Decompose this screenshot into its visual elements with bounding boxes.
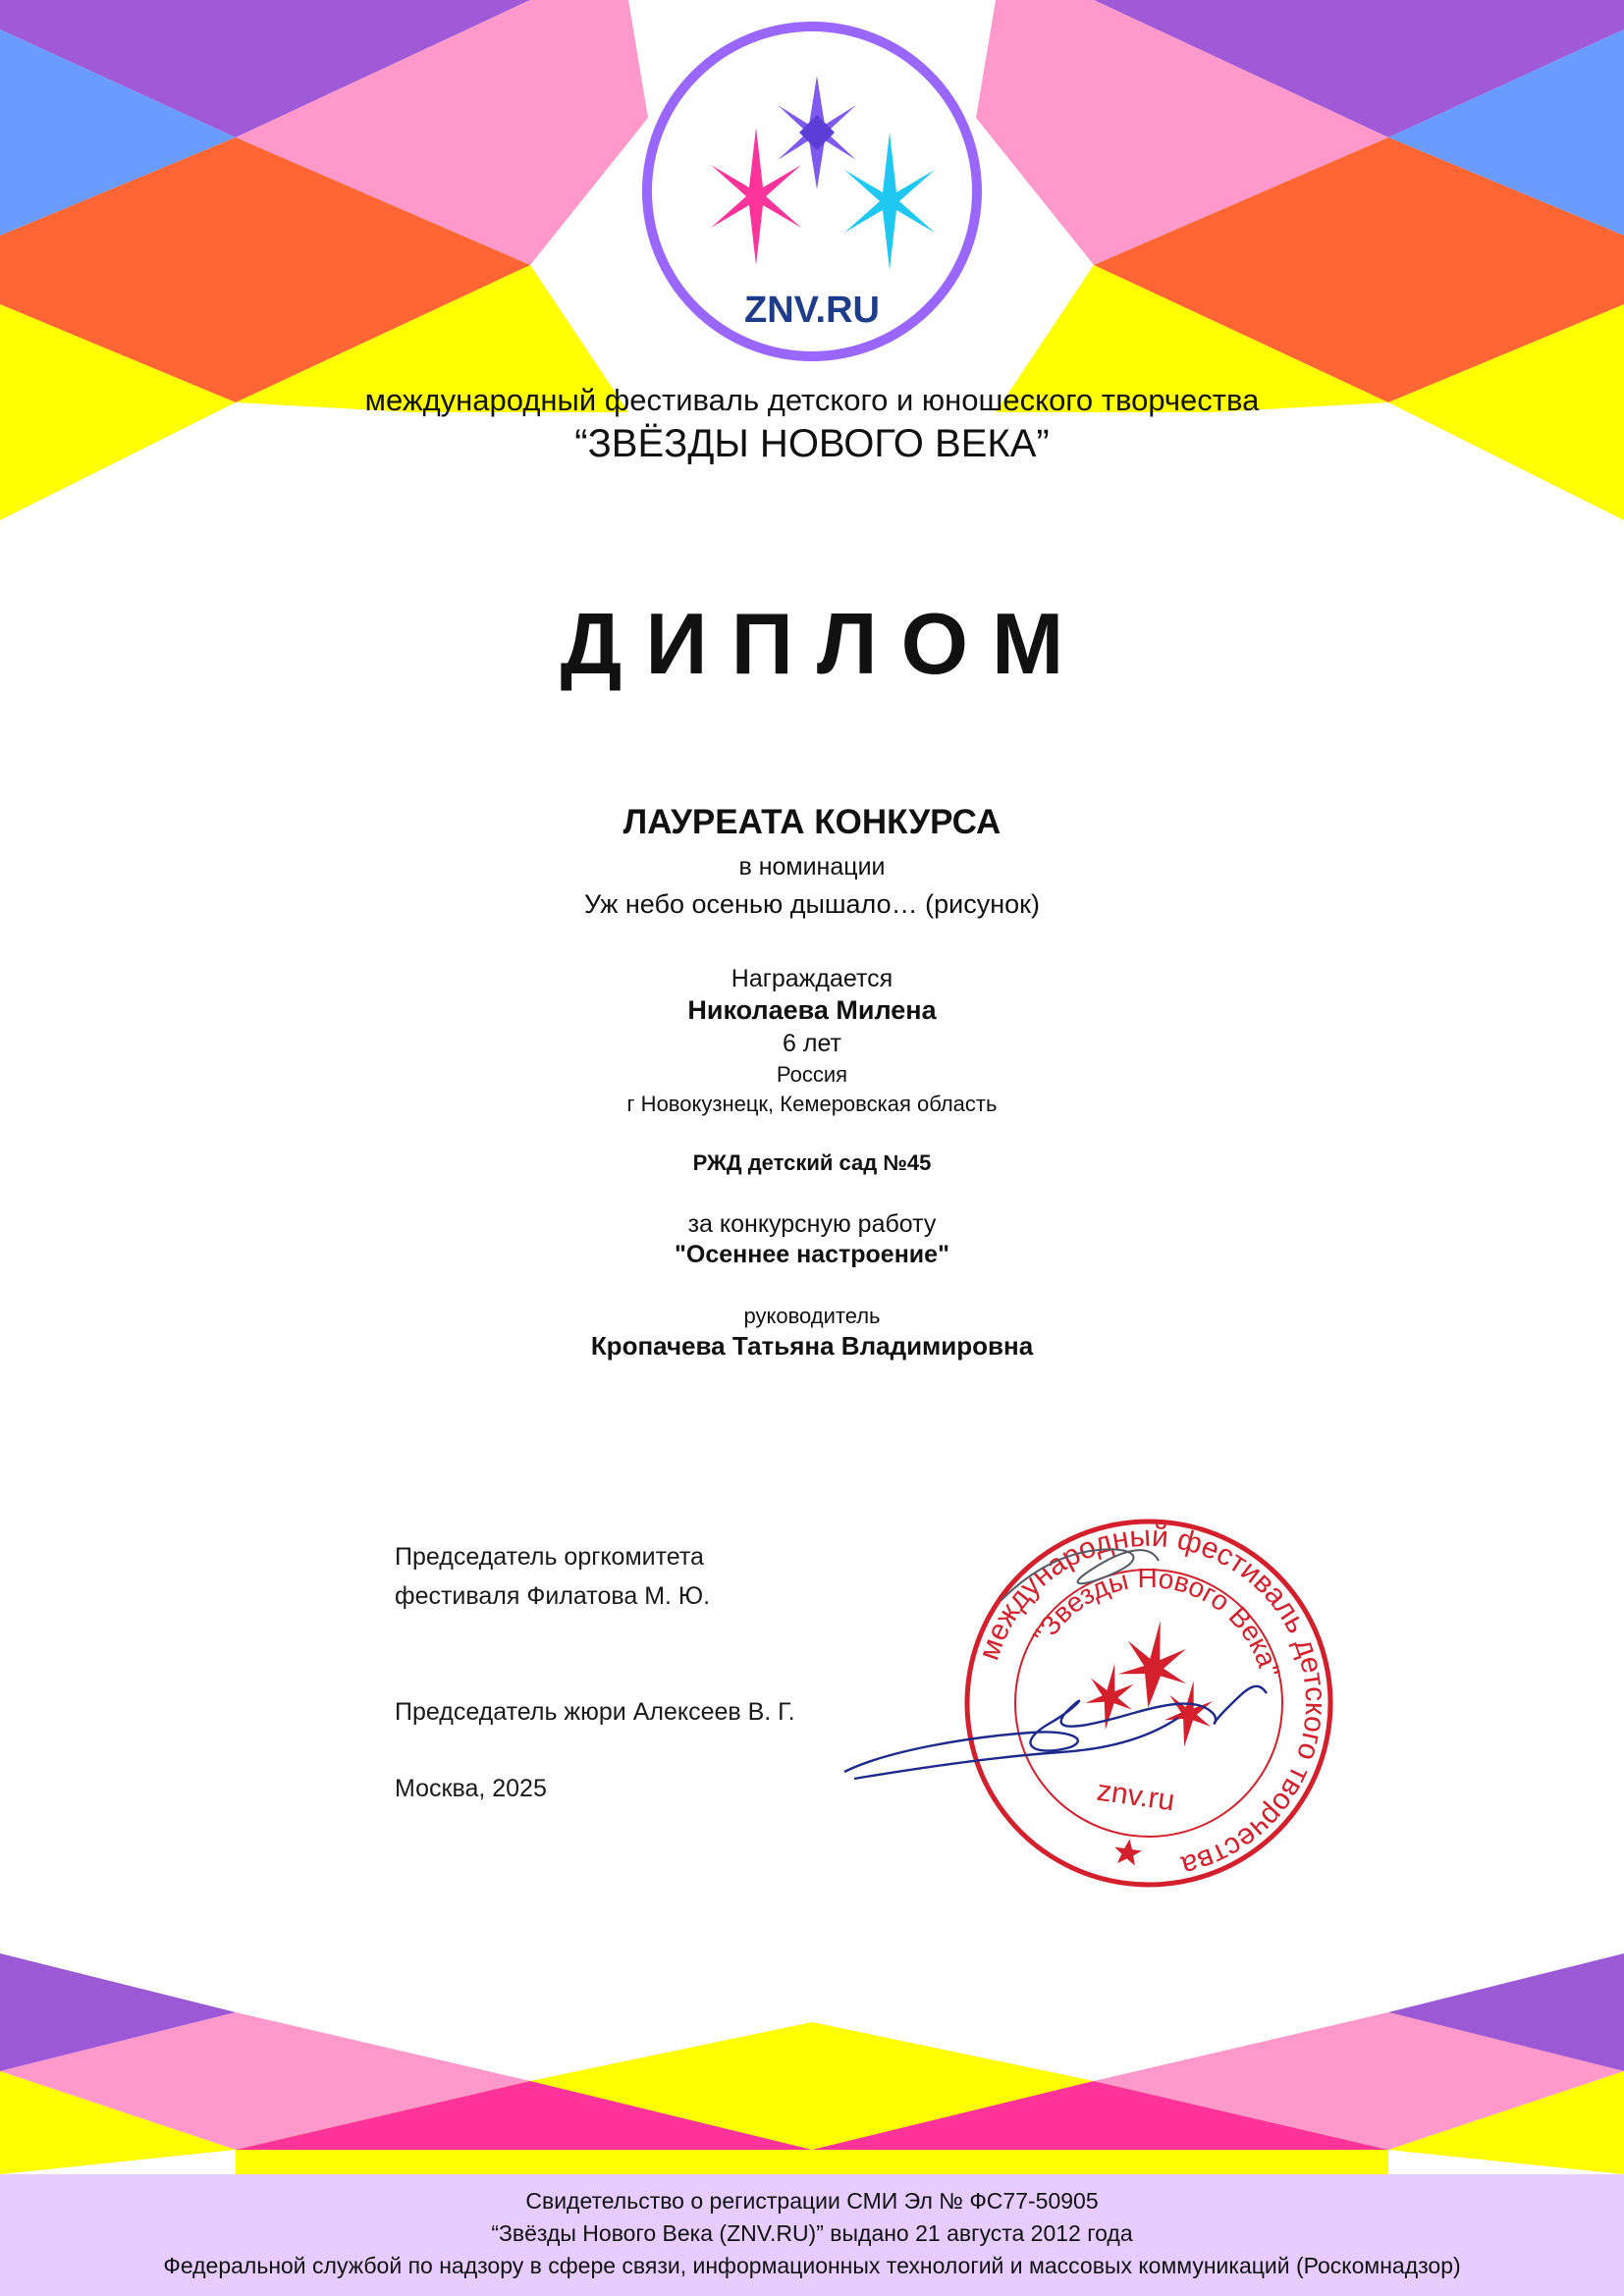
festival-subtitle: международный фестиваль детского и юношеского творчества <box>364 383 1260 417</box>
supervisor-intro: руководитель <box>743 1304 881 1328</box>
place-year: Москва, 2025 <box>395 1775 547 1802</box>
official-stamp <box>825 1512 1355 1895</box>
awardee-age: 6 лет <box>783 1030 841 1057</box>
work-title: "Осеннее настроение" <box>675 1241 949 1268</box>
supervisor-name: Кропачева Татьяна Владимировна <box>590 1331 1034 1361</box>
logo <box>640 20 984 363</box>
org-chair-line1: Председатель оргкомитета <box>395 1543 704 1571</box>
stamp-inner-text: "Звезды Нового Века" <box>1027 1562 1286 1681</box>
jury-chair: Председатель жюри Алексеев В. Г. <box>395 1698 795 1726</box>
festival-name: “ЗВЁЗДЫ НОВОГО ВЕКА” <box>574 422 1050 465</box>
stamp-stars-icon <box>1081 1612 1224 1750</box>
awarded-intro: Награждается <box>731 965 893 992</box>
awardee-name: Николаева Милена <box>687 995 937 1025</box>
org-chair-line2: фестиваля Филатова М. Ю. <box>395 1582 711 1610</box>
logo-text: ZNV.RU <box>744 290 880 331</box>
awardee-country: Россия <box>776 1062 848 1087</box>
diploma-title: ДИПЛОМ <box>560 595 1088 692</box>
bottom-decoration <box>0 1953 1624 2174</box>
footer-line3: Федеральной службой по надзору в сфере связи, информационных технологий и массовых коммуникаций (Роскомнадзор) <box>163 2253 1461 2278</box>
footer-line1: Свидетельство о регистрации СМИ Эл № ФС77-50905 <box>525 2188 1099 2214</box>
nomination-name: Уж небо осенью дышало… (рисунок) <box>584 889 1040 919</box>
work-intro: за конкурсную работу <box>687 1210 937 1238</box>
nomination-intro: в номинации <box>738 853 886 881</box>
handwritten-signature <box>844 1686 1267 1779</box>
stamp-ring-text: международный фестиваль детского творчества <box>972 1520 1332 1883</box>
stamp-site: znv.ru <box>1095 1774 1177 1818</box>
footer <box>0 2174 1624 2296</box>
footer-line2: “Звёзды Нового Века (ZNV.RU)” выдано 21 августа 2012 года <box>491 2220 1133 2246</box>
institution: РЖД детский сад №45 <box>692 1150 932 1175</box>
laureate-heading: ЛАУРЕАТА КОНКУРСА <box>623 803 1001 841</box>
awardee-city: г Новокузнецк, Кемеровская область <box>626 1092 998 1116</box>
